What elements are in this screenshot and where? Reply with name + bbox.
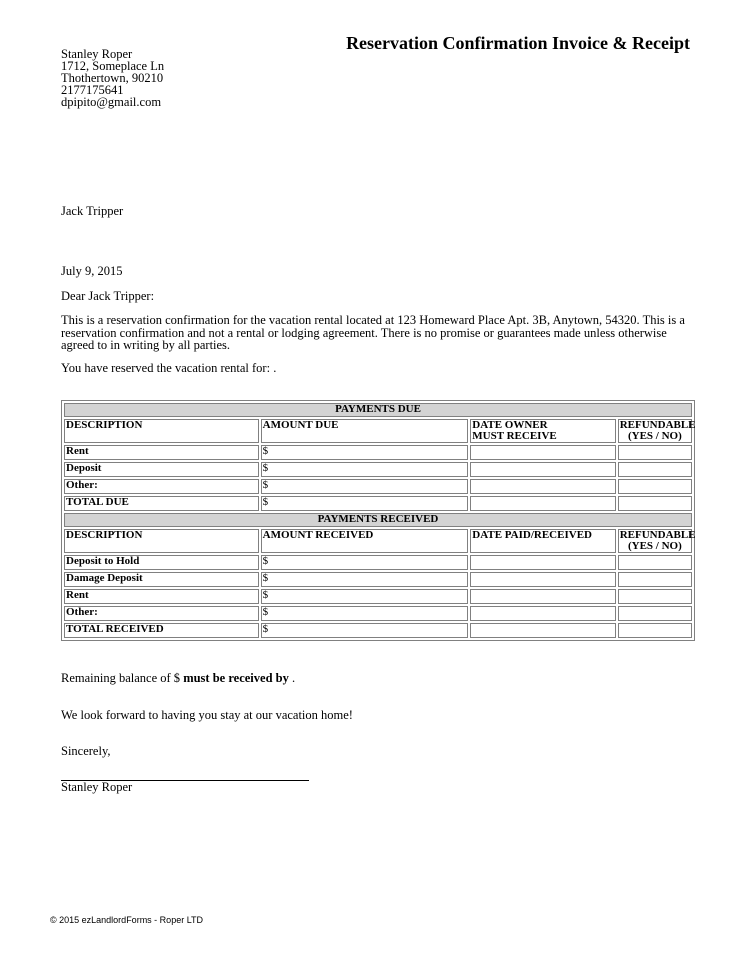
- due-col-amount: AMOUNT DUE: [261, 419, 469, 443]
- received-col-description: DESCRIPTION: [64, 529, 259, 553]
- received-col-amount: AMOUNT RECEIVED: [261, 529, 469, 553]
- closing-line: We look forward to having you stay at our vacation home!: [61, 708, 353, 722]
- received-row-label: Rent: [64, 589, 259, 604]
- received-row-label: Damage Deposit: [64, 572, 259, 587]
- received-row-date[interactable]: [470, 555, 615, 570]
- sign-off: Sincerely,: [61, 744, 111, 758]
- received-row-label: TOTAL RECEIVED: [64, 623, 259, 638]
- table-row: [64, 589, 692, 604]
- due-col-refundable: [618, 419, 696, 443]
- received-row-refundable[interactable]: [618, 555, 692, 570]
- received-col-date: DATE PAID/RECEIVED: [470, 529, 615, 553]
- received-row-refundable[interactable]: [618, 572, 692, 587]
- received-row-label: Deposit to Hold: [64, 555, 259, 570]
- due-row-refundable[interactable]: [618, 496, 692, 511]
- due-row-date[interactable]: [470, 445, 615, 460]
- payments-received-heading: PAYMENTS RECEIVED: [64, 513, 692, 527]
- due-row-label: Rent: [64, 445, 259, 460]
- payments-due-heading-row: [64, 403, 692, 417]
- sender-phone: 2177175641: [61, 83, 124, 97]
- document-title: Reservation Confirmation Invoice & Receipt: [346, 33, 690, 53]
- signature-name: Stanley Roper: [61, 780, 133, 794]
- copyright-footer: © 2015 ezLandlordForms - Roper LTD: [50, 915, 204, 925]
- remaining-balance-line: [61, 672, 295, 685]
- received-row-amount[interactable]: $: [261, 555, 469, 570]
- due-row-label: Other:: [64, 479, 259, 494]
- due-row-date[interactable]: [470, 496, 615, 511]
- table-row: [64, 606, 692, 621]
- due-row-refundable[interactable]: [618, 445, 692, 460]
- received-row-refundable[interactable]: [618, 589, 692, 604]
- due-col-date-line1: DATE OWNER: [472, 419, 548, 431]
- due-row-date[interactable]: [470, 462, 615, 477]
- received-col-refundable-line1: REFUNDABLE: [619, 529, 696, 541]
- table-row: [64, 572, 692, 587]
- letter-date: July 9, 2015: [61, 264, 123, 278]
- received-row-date[interactable]: [470, 623, 615, 638]
- received-row-date[interactable]: [470, 589, 615, 604]
- payments-table: [61, 400, 695, 641]
- received-row-date[interactable]: [470, 606, 615, 621]
- due-row-amount[interactable]: $: [261, 479, 469, 494]
- sender-name: Stanley Roper: [61, 47, 133, 61]
- payments-due-column-headers: [64, 419, 692, 443]
- received-row-refundable[interactable]: [618, 623, 692, 638]
- table-row: [64, 445, 692, 460]
- balance-prefix: Remaining balance of $: [61, 671, 181, 685]
- table-row: [64, 555, 692, 570]
- due-col-date: [470, 419, 615, 443]
- due-row-amount[interactable]: $: [261, 496, 469, 511]
- due-col-refundable-line1: REFUNDABLE: [619, 419, 696, 431]
- confirmation-paragraph: This is a reservation confirmation for the vacation rental located at 123 Homeward Place Apt. 3B, Anytown, 54320. This is a reservation confirmation and not a rental or lodging agreement. There is no promise or guarantees made unless otherwise agreed to in writing by all parties.: [61, 313, 685, 352]
- received-row-amount[interactable]: $: [261, 589, 469, 604]
- payments-received-heading-row: [64, 513, 692, 527]
- balance-suffix: .: [291, 671, 296, 685]
- sender-street: 1712, Someplace Ln: [61, 59, 165, 73]
- due-row-amount[interactable]: $: [261, 445, 469, 460]
- received-row-label: Other:: [64, 606, 259, 621]
- received-col-refundable: [618, 529, 696, 553]
- due-row-refundable[interactable]: [618, 462, 692, 477]
- received-col-refundable-line2: (YES / NO): [627, 540, 682, 552]
- due-row-amount[interactable]: $: [261, 462, 469, 477]
- due-row-label: Deposit: [64, 462, 259, 477]
- tenant-name: Jack Tripper: [61, 204, 124, 218]
- salutation: Dear Jack Tripper:: [61, 289, 155, 303]
- due-col-date-line2: MUST RECEIVE: [472, 430, 557, 442]
- table-row: [64, 623, 692, 638]
- due-row-label: TOTAL DUE: [64, 496, 259, 511]
- due-row-refundable[interactable]: [618, 479, 692, 494]
- table-row: [64, 479, 692, 494]
- balance-bold: must be received by: [183, 671, 289, 685]
- payments-due-heading: PAYMENTS DUE: [64, 403, 692, 417]
- sender-city: Thothertown, 90210: [61, 71, 164, 85]
- received-row-date[interactable]: [470, 572, 615, 587]
- payments-received-column-headers: [64, 529, 692, 553]
- received-row-refundable[interactable]: [618, 606, 692, 621]
- received-row-amount[interactable]: $: [261, 623, 469, 638]
- due-row-date[interactable]: [470, 479, 615, 494]
- sender-address-block: [61, 48, 164, 108]
- received-row-amount[interactable]: $: [261, 572, 469, 587]
- received-row-amount[interactable]: $: [261, 606, 469, 621]
- table-row: [64, 462, 692, 477]
- reserved-dates-text: You have reserved the vacation rental for: .: [61, 361, 277, 375]
- due-col-description: DESCRIPTION: [64, 419, 259, 443]
- table-row: [64, 496, 692, 511]
- sender-email: dpipito@gmail.com: [61, 95, 162, 109]
- due-col-refundable-line2: (YES / NO): [627, 430, 682, 442]
